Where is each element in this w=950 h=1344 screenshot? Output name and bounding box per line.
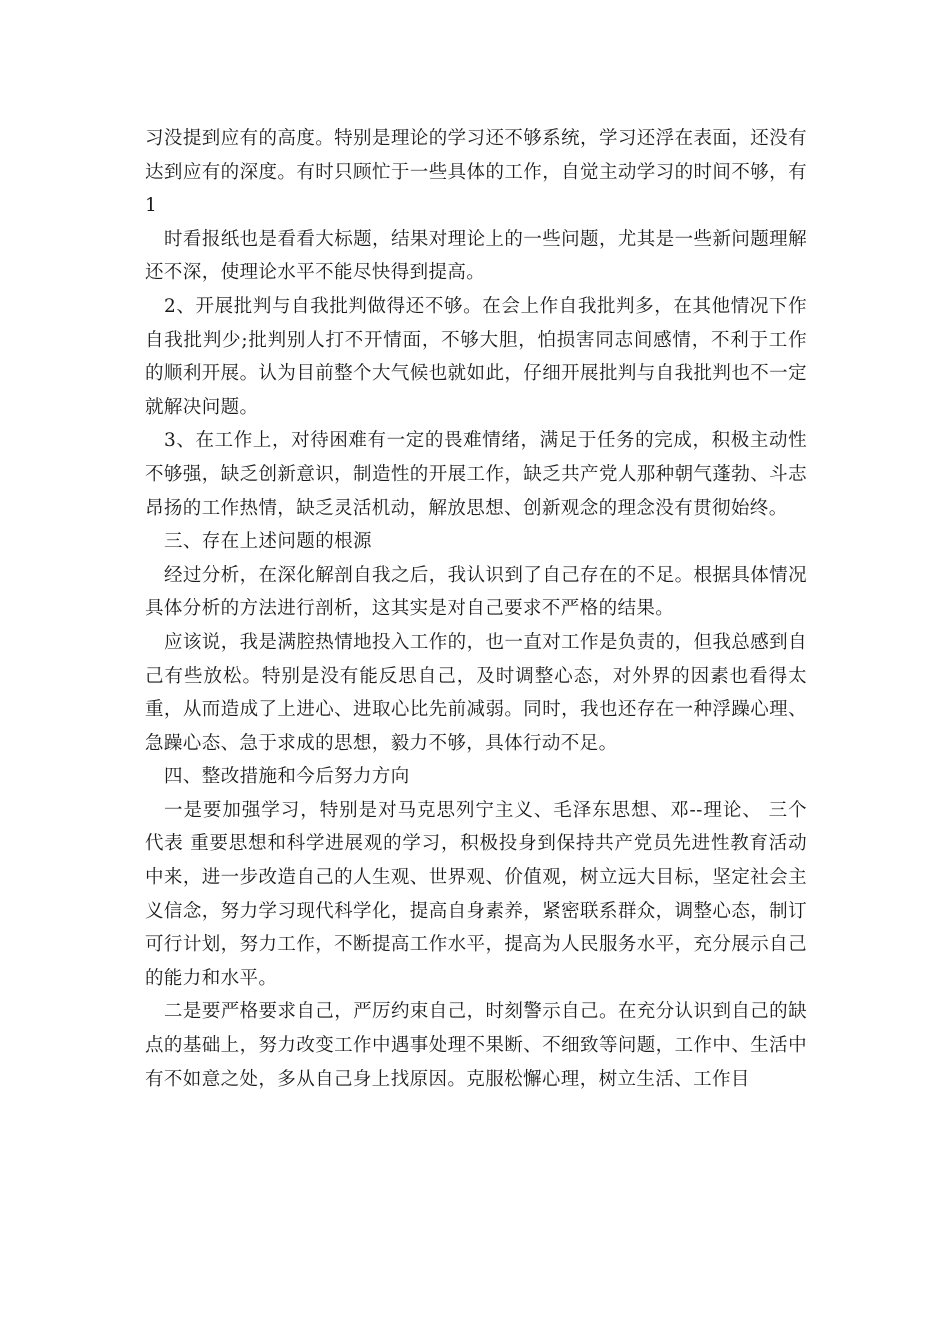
document-body (145, 122, 807, 1096)
paragraph-criticism: 2、开展批判与自我批判做得还不够。在会上作自我批判多，在其他情况下作自我批判少;批判别人打不开情面，不够大胆，怕损害同志间感情，不利于工作的顺利开展。认为目前整个大气候也就如此，仔细开展批判与自我批判也不一定就解决问题。 (145, 295, 807, 418)
paragraph-measure-1: 一是要加强学习，特别是对马克思列宁主义、毛泽东思想、邓--理论、 三个代表 重要思想和科学进展观的学习，积极投身到保持共产党员先进性教育活动中来，进一步改造自己的人生观、世界观、价值观，树立远大目标，坚定社会主义信念，努力学习现代科学化，提高自身素养，紧密联系群众，调整心态，制订可行计划，努力工作，不断提高工作水平，提高为人民服务水平，充分展示自己的能力和水平。 (145, 799, 807, 989)
section-heading-root-cause: 三、存在上述问题的根源 (164, 531, 372, 553)
paragraph-work-attitude: 3、在工作上，对待困难有一定的畏难情绪，满足于任务的完成，积极主动性不够强，缺乏创新意识，制造性的开展工作，缺乏共产党人那种朝气蓬勃、斗志昂扬的工作热情，缺乏灵活机动，解放思想、创新观念的理念没有贯彻始终。 (145, 430, 807, 519)
paragraph-newspaper: 时看报纸也是看看大标题，结果对理论上的一些问题，尤其是一些新问题理解还不深，使理论水平不能尽快得到提高。 (145, 228, 807, 284)
paragraph-analysis: 经过分析，在深化解剖自我之后，我认识到了自己存在的不足。根据具体情况具体分析的方法进行剖析，这其实是对自己要求不严格的结果。 (145, 564, 807, 620)
paragraph-self-reflection: 应该说，我是满腔热情地投入工作的，也一直对工作是负责的，但我总感到自己有些放松。特别是没有能反思自己，及时调整心态，对外界的因素也看得太重，从而造成了上进心、进取心比先前减弱。同时，我也还存在一种浮躁心理、急躁心态、急于求成的思想，毅力不够，具体行动不足。 (145, 631, 807, 754)
section-heading-measures: 四、整改措施和今后努力方向 (164, 766, 410, 788)
paragraph-continuation: 习没提到应有的高度。特别是理论的学习还不够系统，学习还浮在表面，还没有达到应有的深度。有时只顾忙于一些具体的工作，自觉主动学习的时间不够，有 1 (145, 128, 807, 217)
paragraph-measure-2: 二是要严格要求自己，严厉约束自己，时刻警示自己。在充分认识到自己的缺点的基础上，努力改变工作中遇事处理不果断、不细致等问题，工作中、生活中有不如意之处，多从自己身上找原因。克服松懈心理，树立生活、工作目 (145, 1001, 807, 1090)
